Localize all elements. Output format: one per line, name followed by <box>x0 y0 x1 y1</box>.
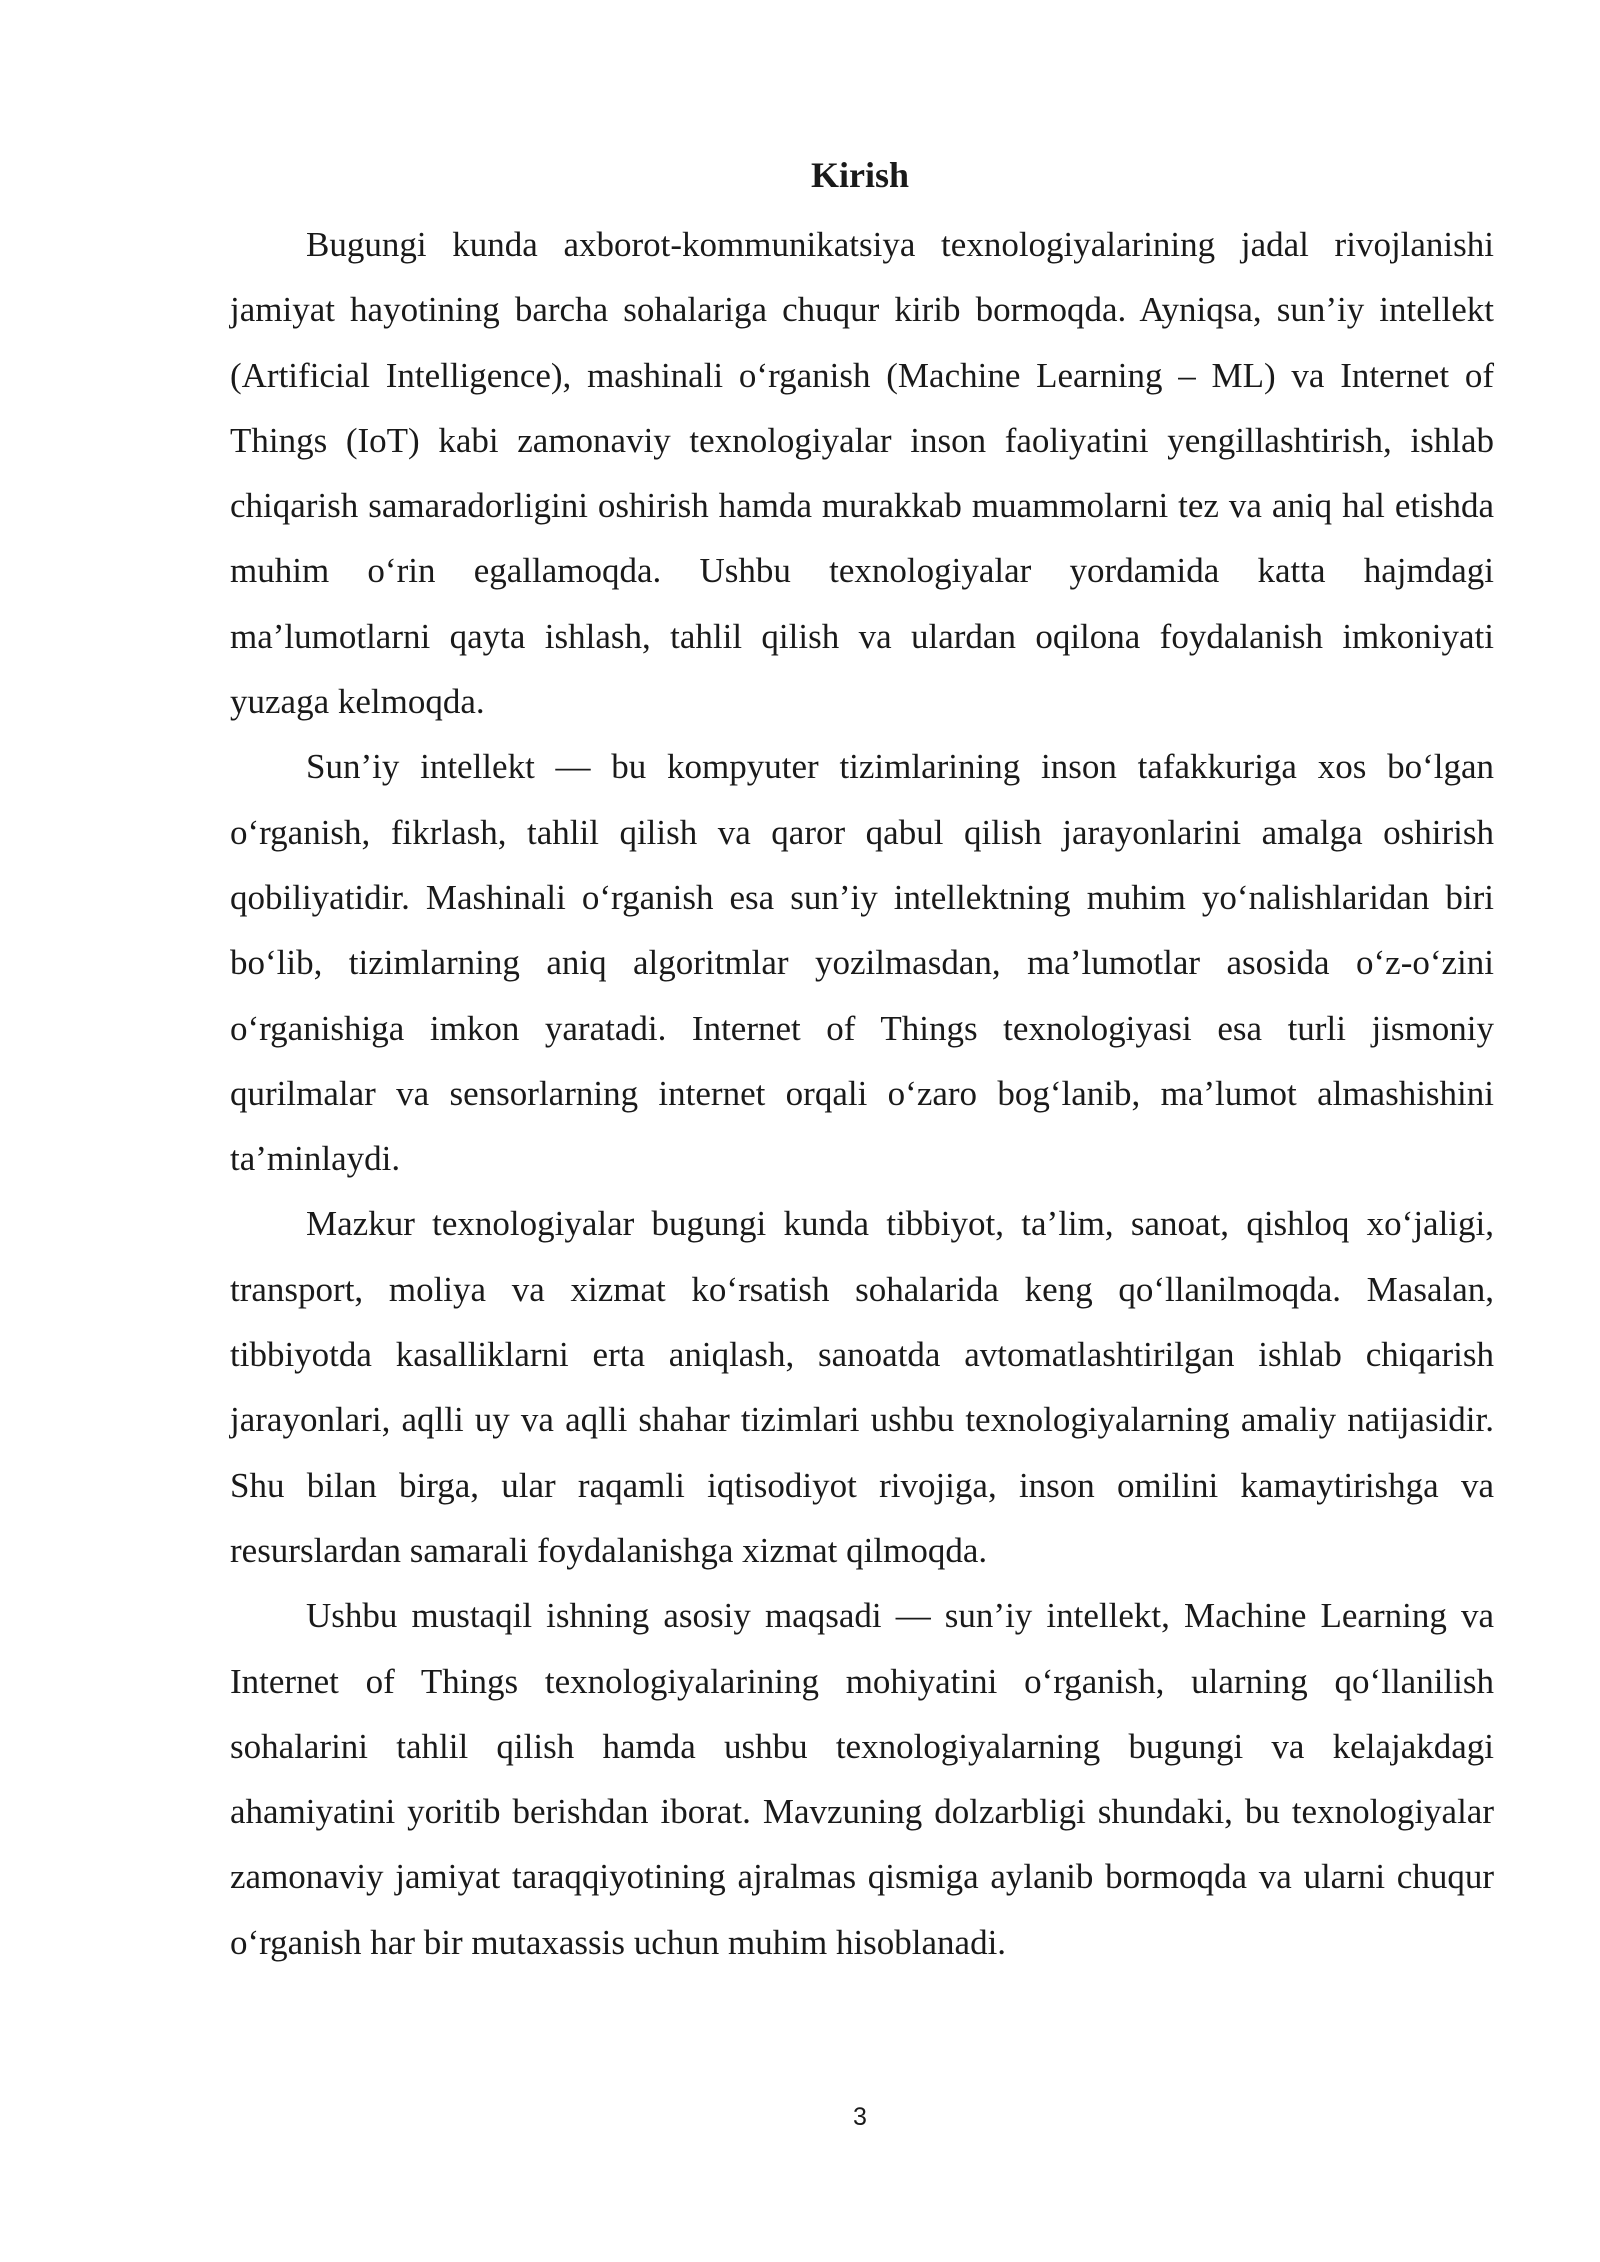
body-text <box>230 212 1494 1975</box>
paragraph-1: Bugungi kunda axborot-kommunikatsiya texnologiyalarining jadal rivojlanishi jamiyat hayotining barcha sohalariga chuqur kirib bormoqda. Ayniqsa, sun’iy intellekt (Artificial Intelligence), mashinali o‘rganish (Machine Learning – ML) va Internet of Things (IoT) kabi zamonaviy texnologiyalar inson faoliyatini yengillashtirish, ishlab chiqarish samaradorligini oshirish hamda murakkab muammolarni tez va aniq hal etishda muhim o‘rin egallamoqda. Ushbu texnologiyalar yordamida katta hajmdagi ma’lumotlarni qayta ishlash, tahlil qilish va ulardan oqilona foydalanish imkoniyati yuzaga kelmoqda. <box>230 225 1494 722</box>
section-heading: Kirish <box>810 155 909 195</box>
page-number: 3 <box>853 2103 867 2131</box>
paragraph-3: Mazkur texnologiyalar bugungi kunda tibbiyot, ta’lim, sanoat, qishloq xo‘jaligi, transport, moliya va xizmat ko‘rsatish sohalarida keng qo‘llanilmoqda. Masalan, tibbiyotda kasalliklarni erta aniqlash, sanoatda avtomatlashtirilgan ishlab chiqarish jarayonlari, aqlli uy va aqlli shahar tizimlari ushbu texnologiyalarning amaliy natijasidir. Shu bilan birga, ular raqamli iqtisodiyot rivojiga, inson omilini kamaytirishga va resurslardan samarali foydalanishga xizmat qilmoqda. <box>230 1204 1494 1570</box>
paragraph-4: Ushbu mustaqil ishning asosiy maqsadi — sun’iy intellekt, Machine Learning va Internet of Things texnologiyalarining mohiyatini o‘rganish, ularning qo‘llanilish sohalarini tahlil qilish hamda ushbu texnologiyalarning bugungi va kelajakdagi ahamiyatini yoritib berishdan iborat. Mavzuning dolzarbligi shundaki, bu texnologiyalar zamonaviy jamiyat taraqqiyotining ajralmas qismiga aylanib bormoqda va ularni chuqur o‘rganish har bir mutaxassis uchun muhim hisoblanadi. <box>230 1596 1494 1962</box>
paragraph-2: Sun’iy intellekt — bu kompyuter tizimlarining inson tafakkuriga xos bo‘lgan o‘rganish, fikrlash, tahlil qilish va qaror qabul qilish jarayonlarini amalga oshirish qobiliyatidir. Mashinali o‘rganish esa sun’iy intellektning muhim yo‘nalishlaridan biri bo‘lib, tizimlarning aniq algoritmlar yozilmasdan, ma’lumotlar asosida o‘z-o‘zini o‘rganishiga imkon yaratadi. Internet of Things texnologiyasi esa turli jismoniy qurilmalar va sensorlarning internet orqali o‘zaro bog‘lanib, ma’lumot almashishini ta’minlaydi. <box>230 747 1494 1179</box>
